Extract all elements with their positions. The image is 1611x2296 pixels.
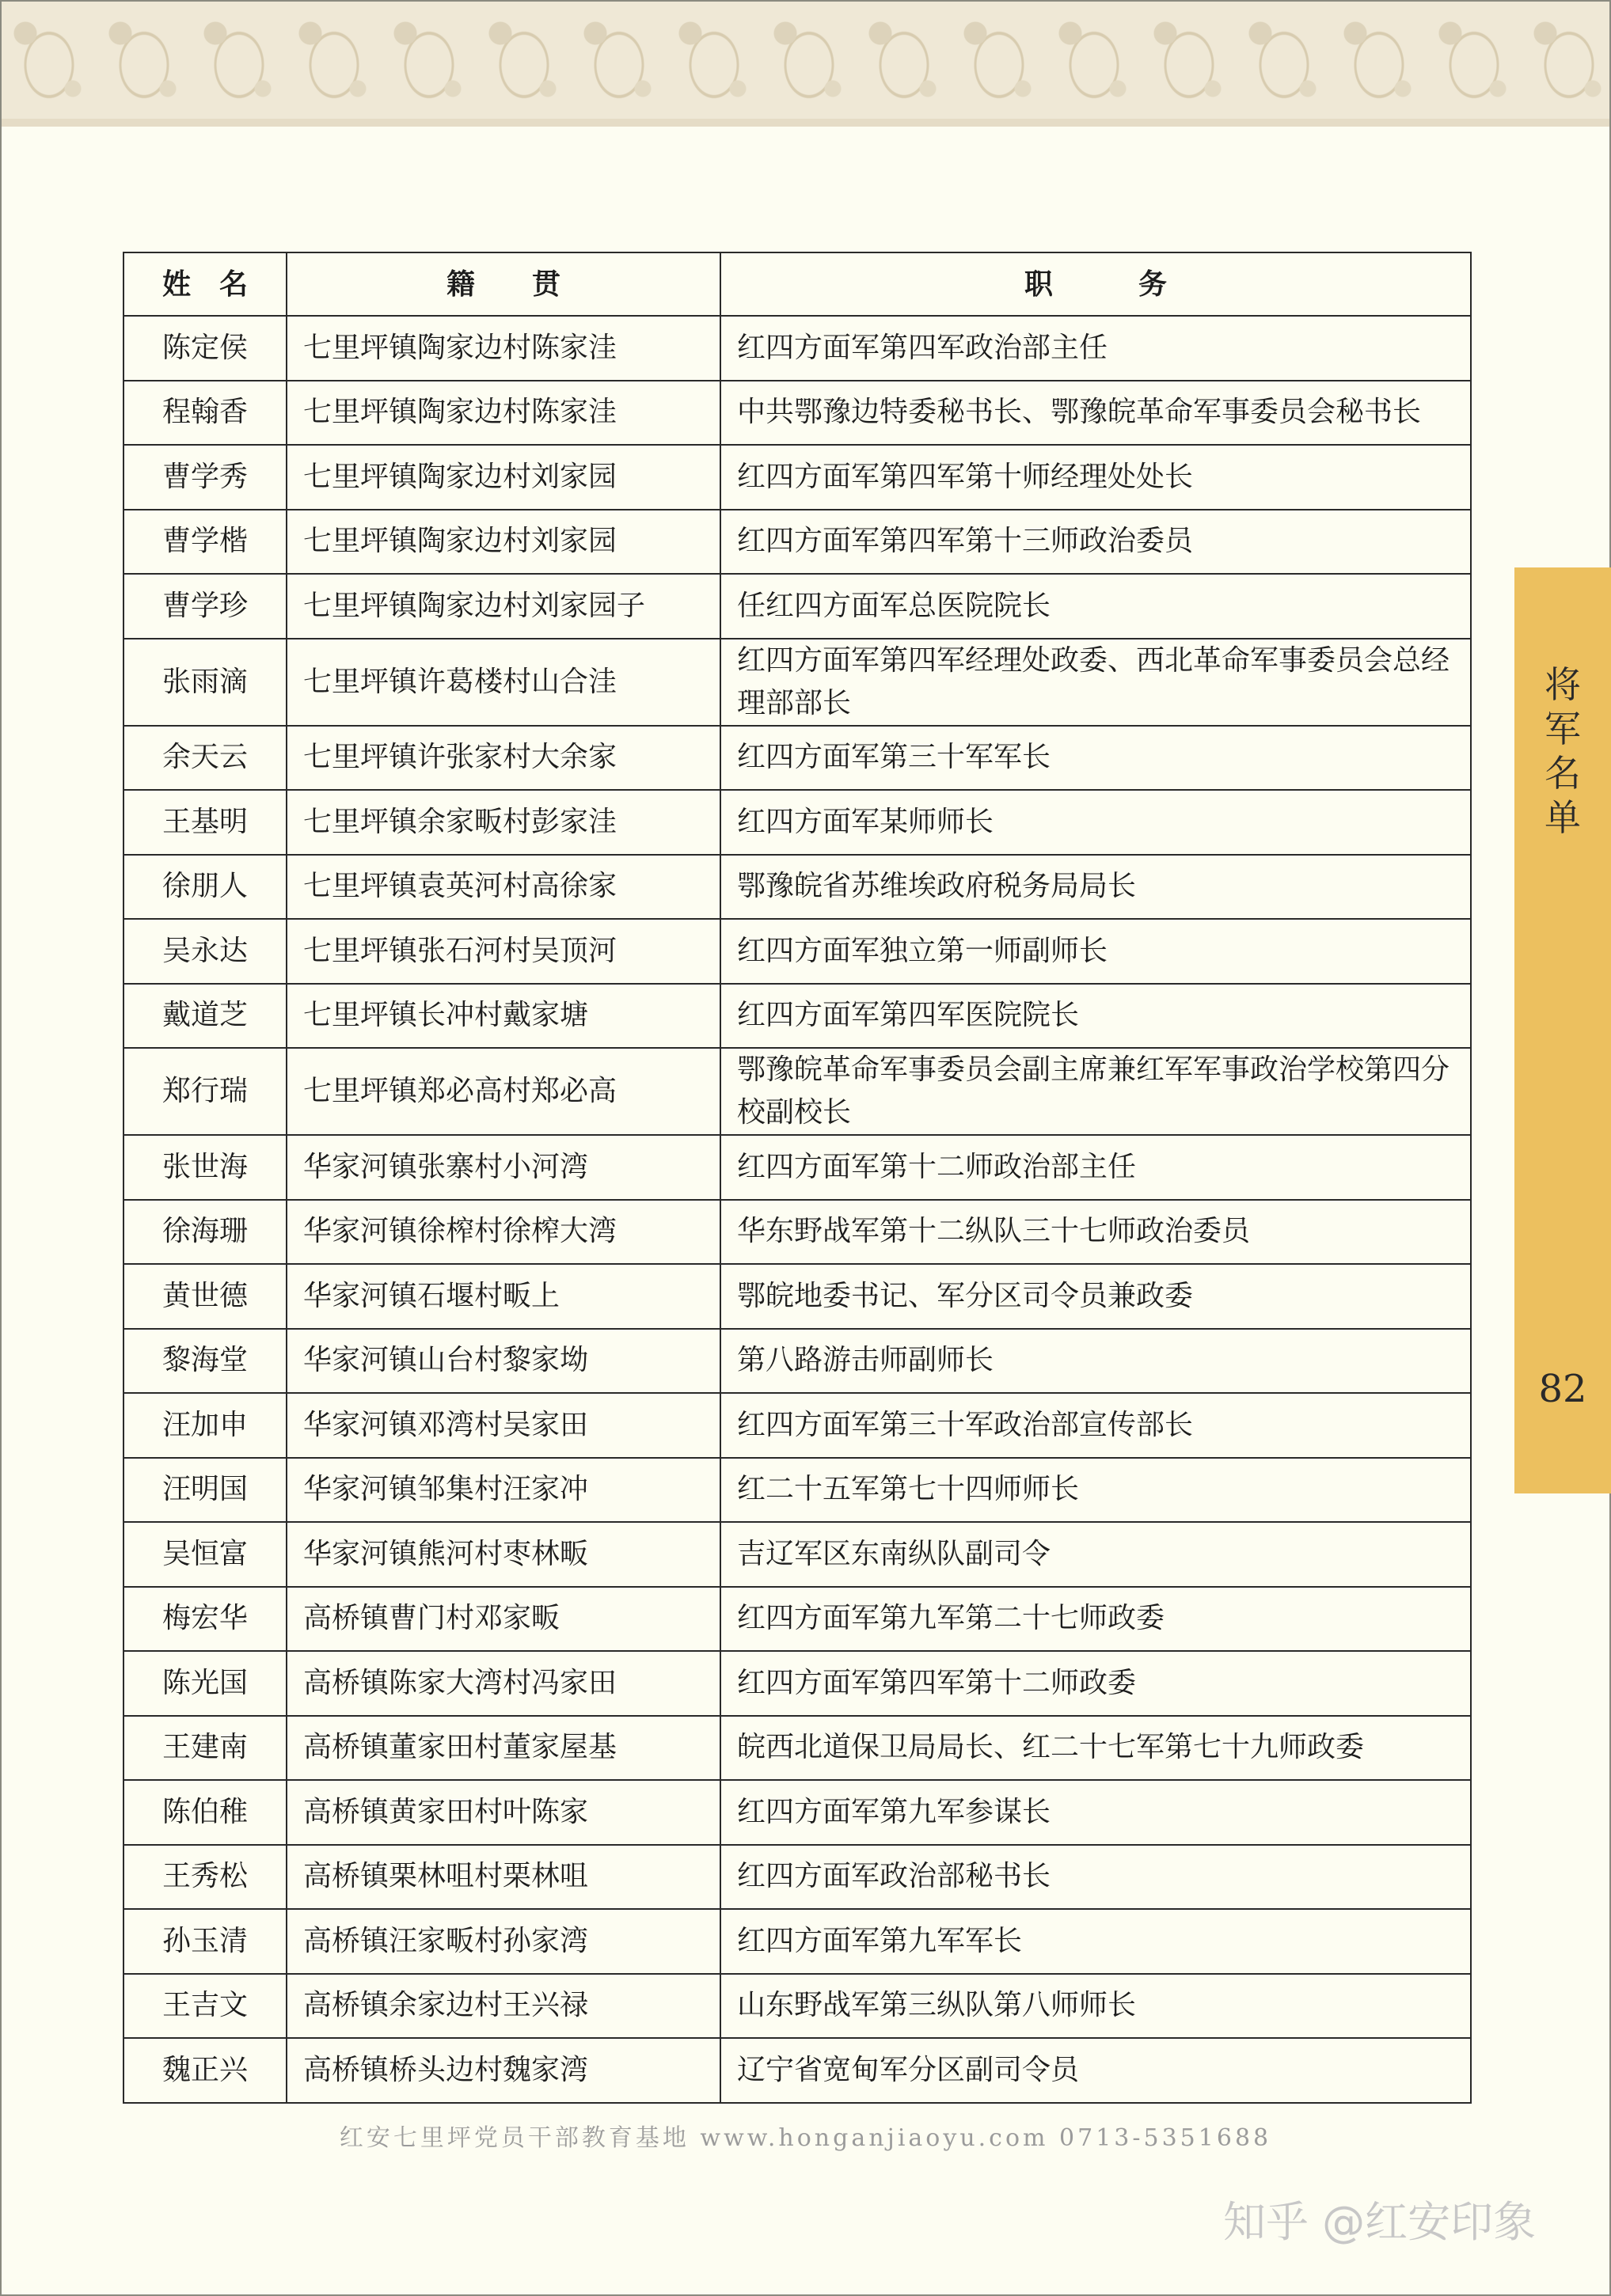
name-cell: 曹学秀 xyxy=(123,445,287,510)
table-row xyxy=(123,1458,1471,1523)
position-cell: 任红四方面军总医院院长 xyxy=(720,574,1471,639)
position-cell: 红二十五军第七十四师师长 xyxy=(720,1458,1471,1523)
table-row xyxy=(123,316,1471,381)
table-row xyxy=(123,381,1471,446)
name-cell: 陈伯稚 xyxy=(123,1780,287,1845)
table-row xyxy=(123,1651,1471,1716)
origin-cell: 华家河镇邓湾村吴家田 xyxy=(287,1393,720,1458)
table-row xyxy=(123,574,1471,639)
name-cell: 王吉文 xyxy=(123,1974,287,2039)
name-cell: 陈光国 xyxy=(123,1651,287,1716)
position-cell: 红四方面军第四军政治部主任 xyxy=(720,316,1471,381)
position-cell: 吉辽军区东南纵队副司令 xyxy=(720,1522,1471,1587)
origin-cell: 七里坪镇陶家边村刘家园 xyxy=(287,510,720,575)
table-body xyxy=(123,316,1471,2103)
position-cell: 鄂豫皖革命军事委员会副主席兼红军军事政治学校第四分校副校长 xyxy=(720,1048,1471,1135)
origin-cell: 高桥镇黄家田村叶陈家 xyxy=(287,1780,720,1845)
table-row xyxy=(123,1200,1471,1265)
table-row xyxy=(123,1974,1471,2039)
origin-cell: 华家河镇邹集村汪家冲 xyxy=(287,1458,720,1523)
position-cell: 红四方面军第四军医院院长 xyxy=(720,984,1471,1049)
position-cell: 红四方面军政治部秘书长 xyxy=(720,1845,1471,1910)
position-cell: 红四方面军第九军军长 xyxy=(720,1909,1471,1974)
name-cell: 王基明 xyxy=(123,790,287,855)
name-cell: 张世海 xyxy=(123,1135,287,1200)
position-cell: 红四方面军第十二师政治部主任 xyxy=(720,1135,1471,1200)
name-cell: 戴道芝 xyxy=(123,984,287,1049)
name-cell: 黄世德 xyxy=(123,1264,287,1329)
name-cell: 魏正兴 xyxy=(123,2038,287,2103)
origin-cell: 七里坪镇余家畈村彭家洼 xyxy=(287,790,720,855)
position-cell: 辽宁省宽甸军分区副司令员 xyxy=(720,2038,1471,2103)
name-cell: 吴恒富 xyxy=(123,1522,287,1587)
origin-cell: 七里坪镇陶家边村陈家洼 xyxy=(287,316,720,381)
table-row xyxy=(123,510,1471,575)
position-cell: 皖西北道保卫局局长、红二十七军第七十九师政委 xyxy=(720,1716,1471,1781)
page-number: 82 xyxy=(1538,1367,1587,1411)
position-cell: 红四方面军第九军参谋长 xyxy=(720,1780,1471,1845)
origin-cell: 高桥镇汪家畈村孙家湾 xyxy=(287,1909,720,1974)
table-row xyxy=(123,639,1471,726)
origin-cell: 华家河镇徐榨村徐榨大湾 xyxy=(287,1200,720,1265)
origin-cell: 高桥镇余家边村王兴禄 xyxy=(287,1974,720,2039)
name-cell: 梅宏华 xyxy=(123,1587,287,1652)
origin-cell: 七里坪镇长冲村戴家塘 xyxy=(287,984,720,1049)
table-row xyxy=(123,2038,1471,2103)
name-cell: 曹学珍 xyxy=(123,574,287,639)
name-cell: 郑行瑞 xyxy=(123,1048,287,1135)
decorative-banner xyxy=(2,2,1609,127)
table-row xyxy=(123,1264,1471,1329)
name-cell: 黎海堂 xyxy=(123,1329,287,1394)
origin-cell: 七里坪镇张石河村吴顶河 xyxy=(287,919,720,984)
table-row xyxy=(123,1135,1471,1200)
table-row xyxy=(123,1780,1471,1845)
position-cell: 红四方面军第三十军军长 xyxy=(720,726,1471,791)
name-cell: 汪明国 xyxy=(123,1458,287,1523)
origin-cell: 高桥镇曹门村邓家畈 xyxy=(287,1587,720,1652)
position-cell: 华东野战军第十二纵队三十七师政治委员 xyxy=(720,1200,1471,1265)
watermark: 知乎 @红安印象 xyxy=(1223,2197,1537,2247)
origin-cell: 七里坪镇郑必高村郑必高 xyxy=(287,1048,720,1135)
table-row xyxy=(123,1909,1471,1974)
name-cell: 汪加申 xyxy=(123,1393,287,1458)
origin-cell: 七里坪镇陶家边村陈家洼 xyxy=(287,381,720,446)
table-row xyxy=(123,919,1471,984)
name-cell: 吴永达 xyxy=(123,919,287,984)
name-cell: 陈定侯 xyxy=(123,316,287,381)
table-row xyxy=(123,1393,1471,1458)
position-cell: 红四方面军第四军第十二师政委 xyxy=(720,1651,1471,1716)
table-header-row xyxy=(123,252,1471,316)
position-cell: 红四方面军第四军经理处政委、西北革命军事委员会总经理部部长 xyxy=(720,639,1471,726)
position-cell: 红四方面军独立第一师副师长 xyxy=(720,919,1471,984)
origin-cell: 七里坪镇袁英河村高徐家 xyxy=(287,855,720,920)
table-row xyxy=(123,1587,1471,1652)
table-row xyxy=(123,1716,1471,1781)
name-cell: 孙玉清 xyxy=(123,1909,287,1974)
side-tab-title: 将 军 名 单 xyxy=(1545,663,1581,839)
table-row xyxy=(123,726,1471,791)
position-cell: 鄂豫皖省苏维埃政府税务局局长 xyxy=(720,855,1471,920)
position-cell: 中共鄂豫边特委秘书长、鄂豫皖革命军事委员会秘书长 xyxy=(720,381,1471,446)
name-cell: 王秀松 xyxy=(123,1845,287,1910)
origin-cell: 高桥镇董家田村董家屋基 xyxy=(287,1716,720,1781)
name-cell: 张雨滴 xyxy=(123,639,287,726)
position-cell: 红四方面军第三十军政治部宣传部长 xyxy=(720,1393,1471,1458)
origin-cell: 高桥镇栗林咀村栗林咀 xyxy=(287,1845,720,1910)
position-cell: 山东野战军第三纵队第八师师长 xyxy=(720,1974,1471,2039)
table-row xyxy=(123,445,1471,510)
table-row xyxy=(123,1329,1471,1394)
origin-cell: 华家河镇石堰村畈上 xyxy=(287,1264,720,1329)
origin-cell: 华家河镇熊河村枣林畈 xyxy=(287,1522,720,1587)
position-cell: 第八路游击师副师长 xyxy=(720,1329,1471,1394)
position-cell: 红四方面军第九军第二十七师政委 xyxy=(720,1587,1471,1652)
name-cell: 曹学楷 xyxy=(123,510,287,575)
position-cell: 红四方面军第四军第十师经理处处长 xyxy=(720,445,1471,510)
position-cell: 红四方面军某师师长 xyxy=(720,790,1471,855)
footer-contact: 红安七里坪党员干部教育基地 www.honganjiaoyu.com 0713-5351688 xyxy=(339,2124,1272,2152)
origin-cell: 华家河镇张寨村小河湾 xyxy=(287,1135,720,1200)
table-row xyxy=(123,855,1471,920)
header-position: 职 务 xyxy=(720,252,1471,316)
name-cell: 徐海珊 xyxy=(123,1200,287,1265)
table-row xyxy=(123,1522,1471,1587)
table-row xyxy=(123,1845,1471,1910)
header-name: 姓 名 xyxy=(123,252,287,316)
table-row xyxy=(123,984,1471,1049)
origin-cell: 高桥镇陈家大湾村冯家田 xyxy=(287,1651,720,1716)
position-cell: 鄂皖地委书记、军分区司令员兼政委 xyxy=(720,1264,1471,1329)
header-origin: 籍 贯 xyxy=(287,252,720,316)
origin-cell: 高桥镇桥头边村魏家湾 xyxy=(287,2038,720,2103)
origin-cell: 七里坪镇陶家边村刘家园子 xyxy=(287,574,720,639)
generals-table xyxy=(123,252,1472,2104)
origin-cell: 七里坪镇陶家边村刘家园 xyxy=(287,445,720,510)
name-cell: 徐朋人 xyxy=(123,855,287,920)
chapter-side-tab xyxy=(1514,567,1611,1493)
origin-cell: 华家河镇山台村黎家坳 xyxy=(287,1329,720,1394)
position-cell: 红四方面军第四军第十三师政治委员 xyxy=(720,510,1471,575)
table-row xyxy=(123,790,1471,855)
origin-cell: 七里坪镇许葛楼村山合洼 xyxy=(287,639,720,726)
name-cell: 程翰香 xyxy=(123,381,287,446)
table-row xyxy=(123,1048,1471,1135)
name-cell: 王建南 xyxy=(123,1716,287,1781)
origin-cell: 七里坪镇许张家村大余家 xyxy=(287,726,720,791)
name-cell: 余天云 xyxy=(123,726,287,791)
